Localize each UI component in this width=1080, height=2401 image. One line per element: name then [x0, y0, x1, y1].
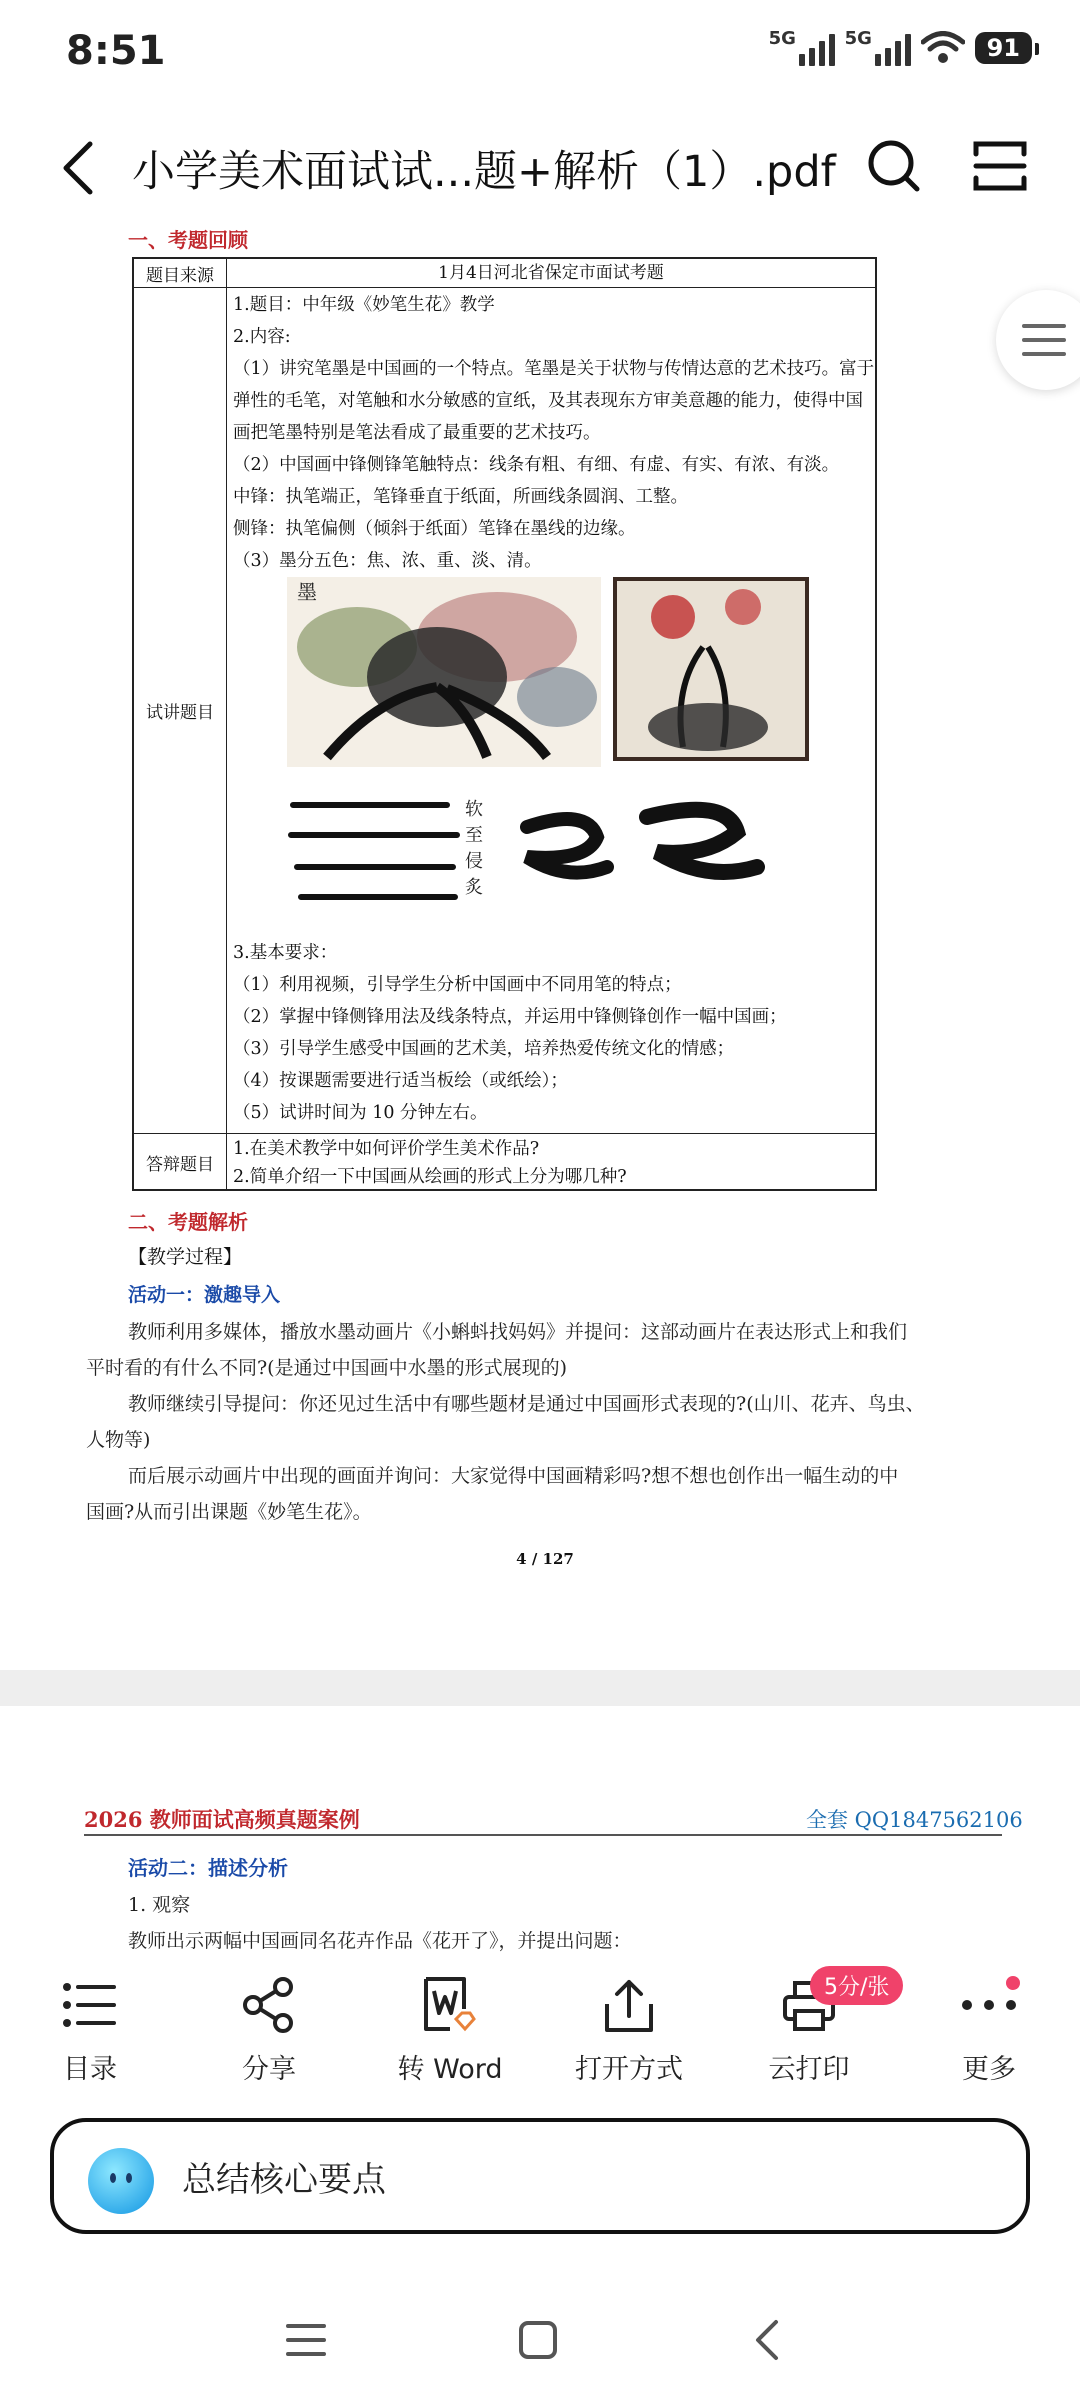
- text-line: 弹性的毛笔，对笔触和水分敏感的宣纸，及其表现东方审美意趣的能力，使得中国: [233, 391, 863, 411]
- search-icon[interactable]: [866, 138, 922, 194]
- table-label-source: 题目来源: [134, 259, 227, 287]
- wifi-icon: [921, 31, 965, 65]
- toolbar-share[interactable]: [199, 1975, 339, 2086]
- table-label-lecture: 试讲题目: [134, 287, 227, 1133]
- text-line: （2）中国画中锋侧锋笔触特点：线条有粗、有细、有虚、有实、有浓、有淡。: [233, 455, 840, 475]
- section-heading-analysis: 二、考题解析: [128, 1210, 248, 1234]
- text-line: 2.简单介绍一下中国画从绘画的形式上分为哪几种?: [233, 1167, 627, 1187]
- status-time: 8:51: [66, 28, 166, 74]
- notification-dot: [1006, 1976, 1020, 1990]
- signal-icon-2: 5G: [845, 30, 911, 66]
- teaching-process-heading: 【教学过程】: [128, 1246, 243, 1268]
- text-line: 中锋：执笔端正，笔锋垂直于纸面，所画线条圆润、工整。: [233, 487, 688, 507]
- signal-icon: 5G: [769, 30, 835, 66]
- text-line: 画把笔墨特别是笔法看成了最重要的艺术技巧。: [233, 423, 601, 443]
- text-line: 而后展示动画片中出现的画面并询问：大家觉得中国画精彩吗?想不想也创作出一幅生动的中: [128, 1465, 899, 1487]
- toolbar-label: 转 Word: [397, 2054, 503, 2085]
- svg-text:软: 软: [465, 799, 483, 820]
- qa-content: [227, 1133, 875, 1193]
- battery-icon: 91: [975, 32, 1032, 64]
- toolbar-convert-word[interactable]: [380, 1975, 520, 2086]
- back-icon[interactable]: [58, 140, 98, 196]
- text-line: （3）引导学生感受中国画的艺术美，培养热爱传统文化的情感；: [233, 1039, 735, 1059]
- table-label-qa: 答辩题目: [134, 1133, 227, 1191]
- text-line: 侧锋：执笔偏侧（倾斜于纸面）笔锋在墨线的边缘。: [233, 519, 636, 539]
- page-number: 4 / 127: [516, 1550, 574, 1568]
- lecture-content: [227, 287, 875, 1131]
- activity-heading: 活动一：激趣导入: [128, 1284, 281, 1306]
- page-divider: [0, 1670, 1080, 1706]
- print-price-badge: 5分/张: [810, 1966, 903, 2005]
- page-header-left: 2026 教师面试高频真题案例: [84, 1807, 360, 1832]
- document-title: 小学美术面试试...题+解析（1）.pdf: [132, 147, 836, 197]
- header-rule: [84, 1834, 1002, 1836]
- toolbar-label: 云打印: [768, 2054, 850, 2085]
- recents-icon[interactable]: [286, 2322, 326, 2358]
- table-row: [134, 259, 875, 288]
- text-line: 国画?从而引出课题《妙笔生花》。: [86, 1501, 372, 1523]
- text-line: 平时看的有什么不同?(是通过中国画中水墨的形式展现的): [86, 1357, 568, 1379]
- toolbar-contents[interactable]: [20, 1975, 160, 2086]
- text-line: （1）讲究笔墨是中国画的一个特点。笔墨是关于状物与传情达意的艺术技巧。富于: [233, 359, 875, 379]
- text-line: 2.内容:: [233, 327, 291, 347]
- toolbar-label: 目录: [63, 2054, 117, 2085]
- word-convert-icon: [420, 1975, 480, 2035]
- ai-summary-bar[interactable]: [50, 2118, 1030, 2234]
- section-heading-review: 一、考题回顾: [128, 228, 248, 252]
- table-value-source: 1月4日河北省保定市面试考题: [438, 263, 664, 283]
- text-line: （5）试讲时间为 10 分钟左右。: [233, 1103, 488, 1123]
- text-line: 1.题目：中年级《妙笔生花》教学: [233, 295, 495, 315]
- ai-summary-text: 总结核心要点: [182, 2160, 386, 2200]
- more-icon: [959, 1995, 1019, 2015]
- toolbar-more[interactable]: [919, 1975, 1059, 2086]
- text-line: 教师利用多媒体，播放水墨动画片《小蝌蚪找妈妈》并提问：这部动画片在表达形式上和我们: [128, 1321, 908, 1343]
- ink-painting-vase: [613, 577, 809, 761]
- question-table: [132, 257, 877, 1191]
- side-menu-button[interactable]: [996, 290, 1080, 390]
- text-line: 1.在美术教学中如何评价学生美术作品?: [233, 1139, 540, 1159]
- status-icons: [769, 30, 1032, 66]
- text-line: （1）利用视频，引导学生分析中国画中不同用笔的特点；: [233, 975, 682, 995]
- scan-icon[interactable]: [972, 140, 1028, 192]
- toolbar-label: 更多: [962, 2054, 1016, 2085]
- toolbar-label: 打开方式: [575, 2054, 683, 2085]
- brush-stroke-samples: [287, 787, 807, 917]
- svg-text:侵: 侵: [465, 851, 483, 872]
- table-row: [134, 287, 875, 1134]
- text-line: 教师继续引导提问：你还见过生活中有哪些题材是通过中国画形式表现的?(山川、花卉、鸟虫、: [128, 1393, 925, 1415]
- svg-text:至: 至: [465, 825, 483, 846]
- toolbar-open-with[interactable]: [559, 1975, 699, 2086]
- text-line: 教师出示两幅中国画同名花卉作品《花开了》，并提出问题：: [128, 1930, 632, 1952]
- nav-back-icon[interactable]: [752, 2318, 782, 2362]
- page-header-right: 全套 QQ1847562106: [806, 1808, 1023, 1832]
- open-with-icon: [601, 1976, 657, 2034]
- toolbar-label: 分享: [242, 2054, 296, 2085]
- activity-heading: 活动二：描述分析: [128, 1856, 288, 1880]
- home-icon[interactable]: [518, 2320, 558, 2360]
- ink-painting-flowers: [287, 577, 601, 767]
- share-icon: [241, 1977, 297, 2033]
- list-icon: [62, 1981, 118, 2029]
- painting-figures: [233, 577, 869, 937]
- menu-icon: [1020, 322, 1068, 358]
- text-line: （4）按课题需要进行适当板绘（或纸绘）；: [233, 1071, 568, 1091]
- text-line: （3）墨分五色：焦、浓、重、淡、清。: [233, 551, 542, 571]
- svg-text:墨: 墨: [297, 580, 317, 604]
- text-line: （2）掌握中锋侧锋用法及线条特点，并运用中锋侧锋创作一幅中国画；: [233, 1007, 787, 1027]
- svg-text:炙: 炙: [465, 877, 483, 898]
- text-line: 3.基本要求：: [233, 943, 338, 963]
- observe-heading: 1. 观察: [128, 1894, 191, 1916]
- analysis-paragraphs: [86, 1314, 1006, 1530]
- table-row: [134, 1133, 875, 1191]
- text-line: 人物等): [86, 1429, 151, 1451]
- ai-assistant-icon: [86, 2146, 156, 2216]
